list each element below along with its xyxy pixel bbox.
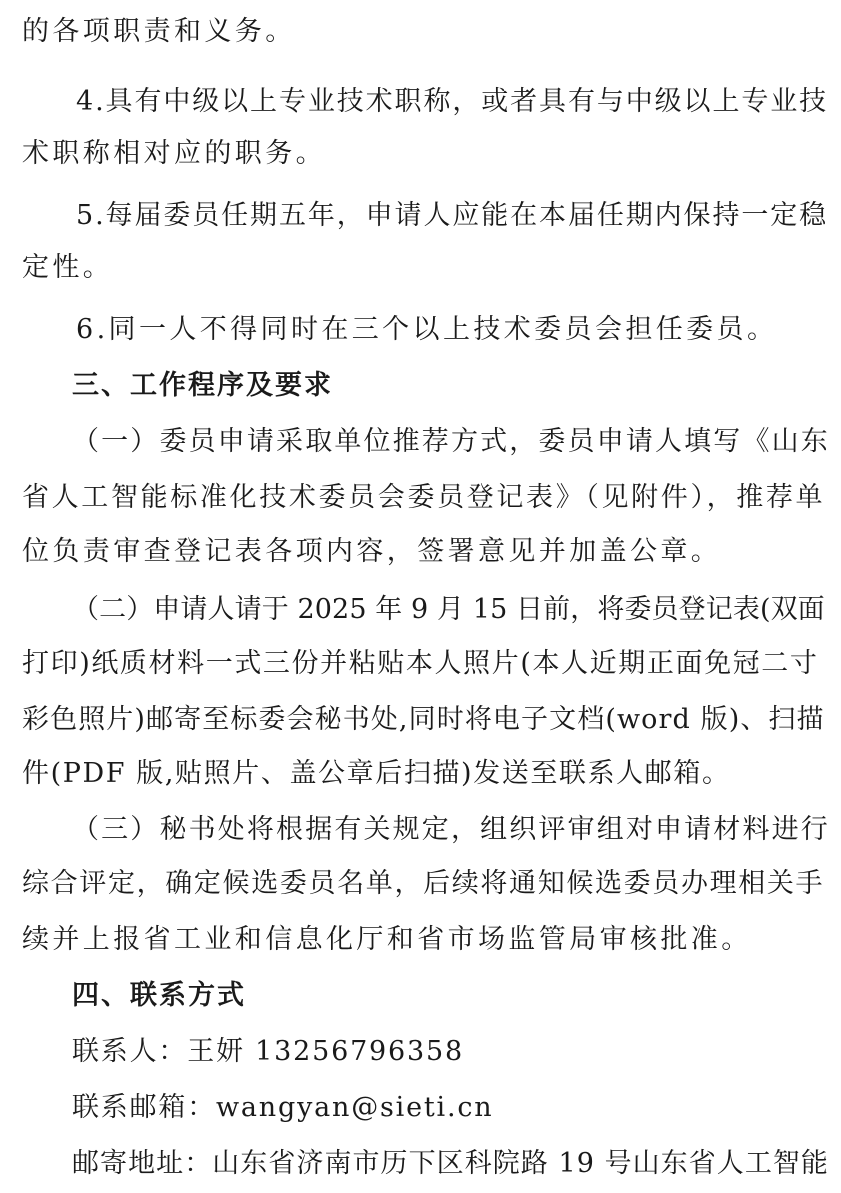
paragraph-line: 彩色照片)邮寄至标委会秘书处,同时将电子文档(word 版)、扫描 (22, 704, 825, 735)
paragraph-line: 续并上报省工业和信息化厅和省市场监管局审核批准。 (22, 924, 752, 955)
section-heading-contact: 四、联系方式 (72, 980, 246, 1011)
paragraph-line: 省人工智能标准化技术委员会委员登记表》（见附件），推荐单 (22, 482, 826, 513)
requirement-6-line: 6.同一人不得同时在三个以上技术委员会担任委员。 (76, 314, 778, 345)
mailing-address-line: 邮寄地址：山东省济南市历下区科院路 19 号山东省人工智能 (72, 1148, 829, 1179)
paragraph-line: 综合评定，确定候选委员名单，后续将通知候选委员办理相关手 (22, 868, 825, 899)
contact-email-line: 联系邮箱：wangyan@sieti.cn (72, 1092, 494, 1123)
paragraph-line: 打印)纸质材料一式三份并粘贴本人照片(本人近期正面免冠二寸 (22, 648, 819, 679)
contact-person-line: 联系人：王妍 13256796358 (72, 1036, 464, 1067)
requirement-5-line: 5.每届委员任期五年，申请人应能在本届任期内保持一定稳 (76, 200, 829, 231)
paragraph-line: 的各项职责和义务。 (22, 16, 296, 47)
procedure-2-line: （二）申请人请于 2025 年 9 月 15 日前，将委员登记表(双面 (72, 594, 825, 625)
paragraph-line: 位负责审查登记表各项内容，签署意见并加盖公章。 (22, 536, 722, 567)
paragraph-line: 件(PDF 版,贴照片、盖公章后扫描)发送至联系人邮箱。 (22, 758, 731, 789)
paragraph-line: 术职称相对应的职务。 (22, 138, 326, 169)
procedure-1-line: （一）委员申请采取单位推荐方式，委员申请人填写《山东 (72, 426, 830, 457)
requirement-4-line: 4.具有中级以上专业技术职称，或者具有与中级以上专业技 (76, 86, 829, 117)
paragraph-line: 定性。 (22, 252, 114, 283)
procedure-3-line: （三）秘书处将根据有关规定，组织评审组对申请材料进行 (72, 814, 830, 845)
section-heading-procedures: 三、工作程序及要求 (72, 370, 333, 401)
